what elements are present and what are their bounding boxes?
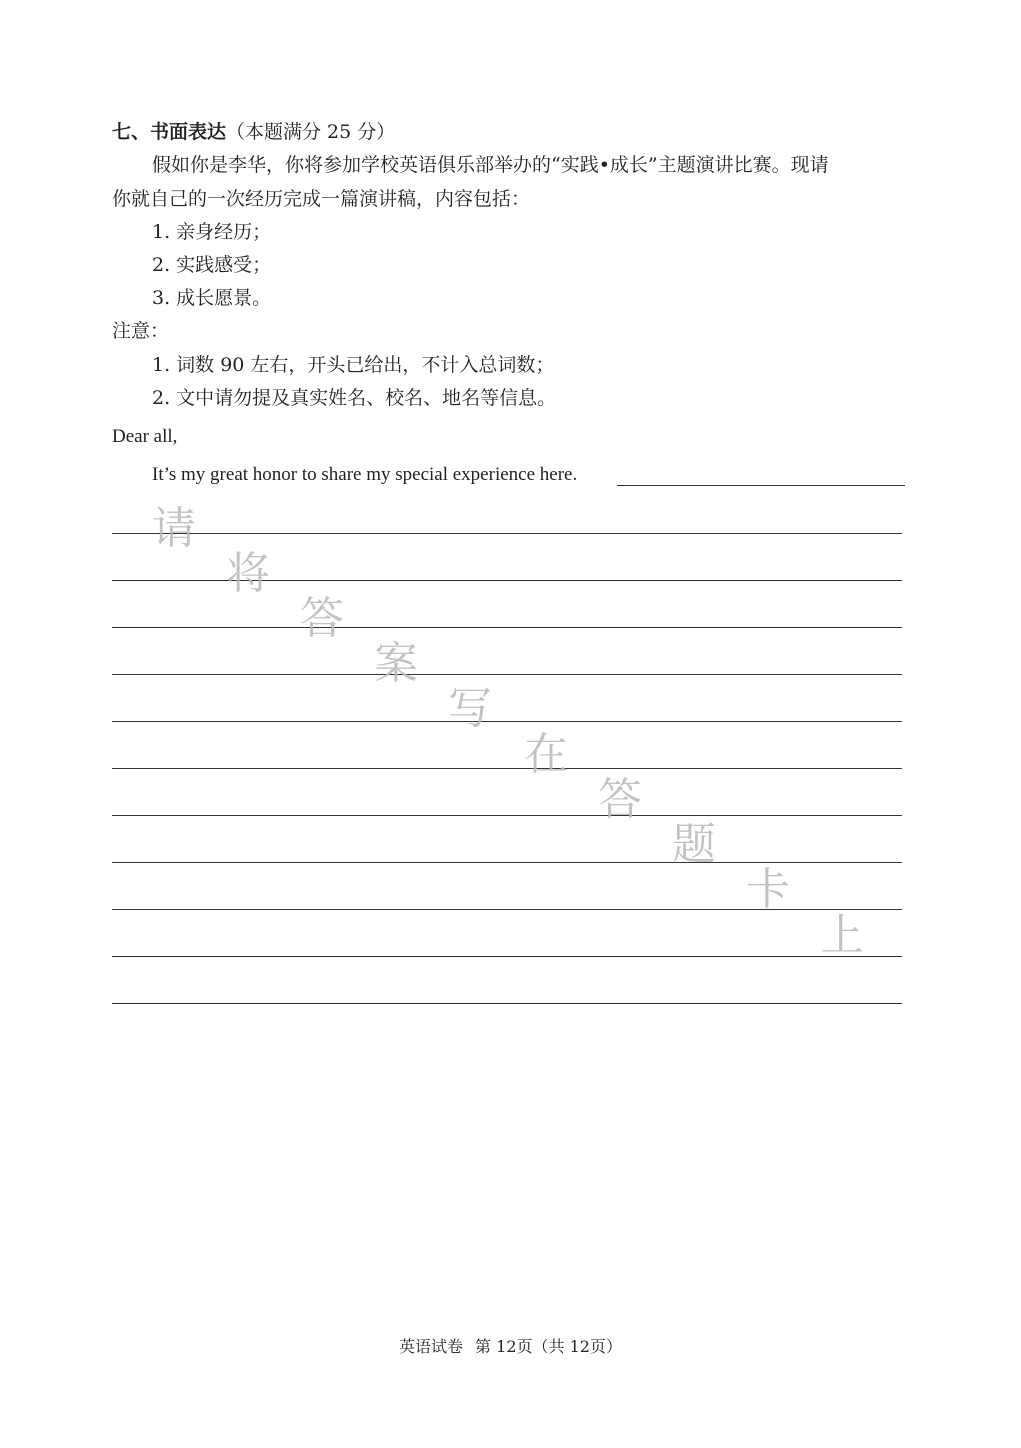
watermark-char: 上: [820, 910, 864, 961]
watermark-char: 写: [448, 683, 492, 734]
prompt-line-2: 你就自己的一次经历完成一篇演讲稿，内容包括：: [112, 188, 531, 210]
footer-page-number: 第 12页（共 12页）: [475, 1337, 622, 1356]
notes-label: 注意：: [112, 320, 170, 342]
prompt-line-1: 假如你是李华，你将参加学校英语俱乐部举办的“实践•成长”主题演讲比赛。现请: [152, 154, 829, 176]
answer-line[interactable]: [112, 721, 902, 722]
section-score-note: （本题满分 25 分）: [226, 121, 396, 143]
note-item: 1. 词数 90 左右，开头已给出，不计入总词数；: [152, 354, 555, 376]
watermark-char: 将: [226, 548, 270, 599]
content-item: 1. 亲身经历；: [152, 221, 272, 243]
watermark-char: 答: [300, 593, 344, 644]
watermark-char: 答: [598, 774, 642, 825]
answer-line[interactable]: [112, 533, 902, 534]
note-item: 2. 文中请勿提及真实姓名、校名、地名等信息。: [152, 387, 557, 409]
content-item: 3. 成长愿景。: [152, 287, 272, 309]
letter-opening: It’s my great honor to share my special experience here.: [152, 464, 578, 485]
watermark-char: 请: [152, 503, 196, 554]
answer-line[interactable]: [112, 627, 902, 628]
footer-subject: 英语试卷: [399, 1337, 464, 1356]
answer-line[interactable]: [112, 815, 902, 816]
section-title: 七、书面表达: [112, 121, 227, 143]
content-item: 2. 实践感受；: [152, 254, 272, 276]
watermark-char: 在: [524, 729, 568, 780]
answer-line[interactable]: [112, 768, 902, 769]
page-footer: [0, 1336, 1021, 1358]
answer-line[interactable]: [112, 674, 902, 675]
answer-line[interactable]: [112, 956, 902, 957]
section-heading: [112, 120, 395, 144]
answer-line[interactable]: [112, 862, 902, 863]
watermark-char: 案: [374, 638, 418, 689]
answer-line[interactable]: [112, 1003, 902, 1004]
watermark-char: 题: [672, 819, 716, 870]
opening-answer-line[interactable]: [617, 485, 905, 486]
watermark-char: 卡: [746, 864, 790, 915]
letter-greeting: Dear all,: [112, 426, 178, 447]
